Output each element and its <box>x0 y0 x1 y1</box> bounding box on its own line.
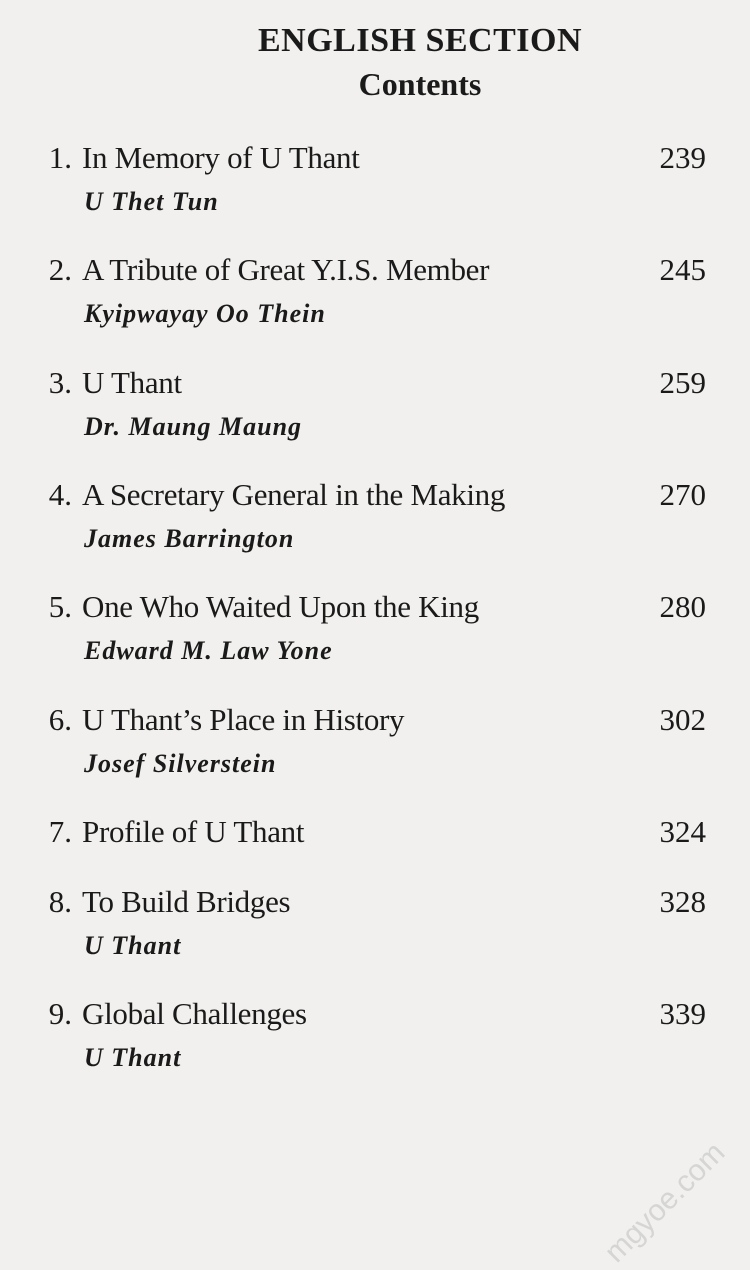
entry-number: 1. <box>48 140 72 175</box>
entry-page: 328 <box>659 884 706 919</box>
entry-page: 302 <box>659 702 706 737</box>
entry-number: 8. <box>48 884 72 919</box>
toc-entry[interactable] <box>0 477 750 567</box>
entry-number: 6. <box>48 702 72 737</box>
watermark: mgyoe.com <box>598 1135 732 1269</box>
entry-number: 7. <box>48 814 72 849</box>
entry-author: Dr. Maung Maung <box>84 412 303 441</box>
entry-number: 9. <box>48 996 72 1031</box>
entry-page: 339 <box>659 996 706 1031</box>
entry-title: In Memory of U Thant <box>82 140 360 175</box>
toc-entry[interactable] <box>0 252 750 342</box>
entry-author: Kyipwayay Oo Thein <box>84 299 326 328</box>
entry-title: One Who Waited Upon the King <box>82 589 479 624</box>
section-title: ENGLISH SECTION <box>258 22 582 59</box>
entry-author: U Thant <box>84 931 182 960</box>
entry-author: Josef Silverstein <box>84 749 277 778</box>
entry-author: U Thet Tun <box>84 187 219 216</box>
entry-page: 239 <box>659 140 706 175</box>
entry-number: 2. <box>48 252 72 287</box>
entry-title: A Secretary General in the Making <box>82 477 506 512</box>
entry-page: 259 <box>659 365 706 400</box>
entry-title: U Thant <box>82 365 182 400</box>
entry-author: James Barrington <box>84 524 295 553</box>
entry-page: 270 <box>659 477 706 512</box>
entry-author: Edward M. Law Yone <box>84 636 333 665</box>
entry-title: Global Challenges <box>82 996 307 1031</box>
entry-number: 3. <box>48 365 72 400</box>
toc-entry[interactable] <box>0 589 750 679</box>
entry-page: 324 <box>659 814 706 849</box>
entry-title: Profile of U Thant <box>82 814 305 849</box>
entry-title: To Build Bridges <box>82 884 291 919</box>
entry-title: A Tribute of Great Y.I.S. Member <box>82 252 490 287</box>
toc-entry[interactable] <box>0 702 750 792</box>
toc-entry[interactable] <box>0 996 750 1086</box>
entry-number: 4. <box>48 477 72 512</box>
entry-title: U Thant’s Place in History <box>82 702 405 737</box>
entry-page: 280 <box>659 589 706 624</box>
contents-title: Contents <box>358 66 482 102</box>
toc-entry[interactable] <box>0 884 750 974</box>
entry-author: U Thant <box>84 1043 182 1072</box>
entry-number: 5. <box>48 589 72 624</box>
toc-entry[interactable] <box>0 365 750 455</box>
toc-entry[interactable] <box>0 140 750 230</box>
entry-page: 245 <box>659 252 706 287</box>
